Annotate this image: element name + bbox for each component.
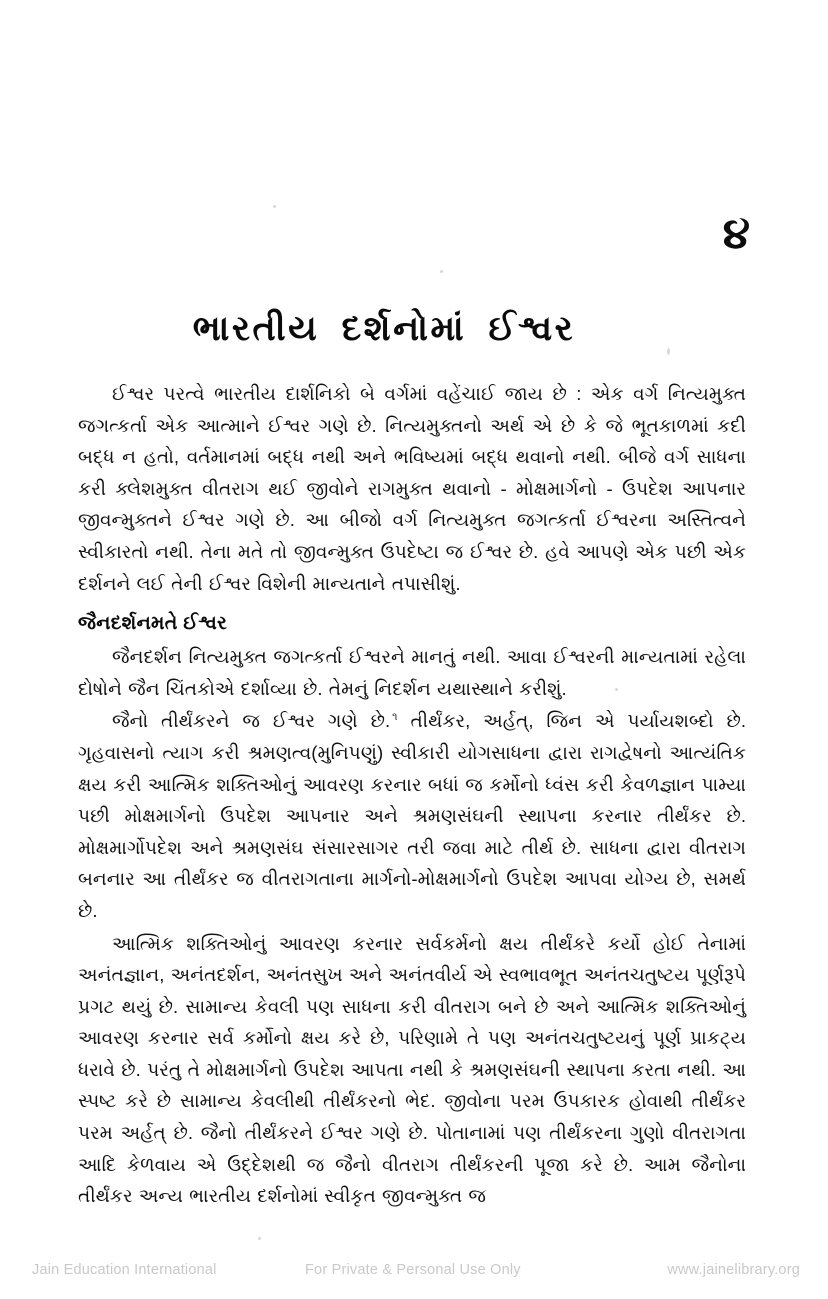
scan-speck xyxy=(273,205,276,208)
paragraph-tirthankar-part1: જૈનો તીર્થંકરને જ ઈશ્વર ગણે છે. xyxy=(112,710,391,732)
paragraph-tirthankar xyxy=(78,705,746,926)
page-footer xyxy=(0,1258,828,1282)
footnote-marker: ૧ xyxy=(392,711,398,724)
scan-speck xyxy=(258,1237,261,1240)
page-title: ભારતીય દર્શનોમાં ઈશ્વર xyxy=(192,309,576,349)
body-text-block xyxy=(78,378,746,1213)
paragraph-jain-darshan-1: જૈનદર્શન નિત્યમુક્ત જગત્કર્તા ઈશ્વરને માનતું નથી. આવા ઈશ્વરની માન્યતામાં રહેલા દોષોને જૈન ચિંતકોએ દર્શાવ્યા છે. તેમનું નિદર્શન યથાસ્થાને કરીશું. xyxy=(78,646,746,699)
chapter-number: ૪ xyxy=(722,209,750,258)
footer-organization: Jain Education International xyxy=(32,1262,217,1278)
paragraph-intro: ઈશ્વર પરત્વે ભારતીય દાર્શનિકો બે વર્ગમાં વહેંચાઈ જાય છે : એક વર્ગ નિત્યમુક્ત જગત્કર્તા એક આત્માને ઈશ્વર ગણે છે. નિત્યમુક્તનો અર્થ એ છે કે જે ભૂતકાળમાં કદી બદ્ધ ન હતો, વર્તમાનમાં બદ્ધ નથી અને ભવિષ્યમાં બદ્ધ થવાનો નથી. બીજે વર્ગ સાધના કરી ક્લેશમુક્ત વીતરાગ થઈ જીવોને રાગમુક્ત થવાનો - મોક્ષમાર્ગનો - ઉપદેશ આપનાર જીવન્મુક્તને ઈશ્વર ગણે છે. આ બીજો વર્ગ નિત્યમુક્ત જગત્કર્તા ઈશ્વરના અસ્તિત્વને સ્વીકારતો નથી. તેના મતે તો જીવન્મુક્ત ઉપદેષ્ટા જ ઈશ્વર છે. હવે આપણે એક પછી એક દર્શનને લઈ તેની ઈશ્વર વિશેની માન્યતાને તપાસીશું. xyxy=(78,383,746,594)
footer-usage-notice: For Private & Personal Use Only xyxy=(305,1262,521,1278)
section-heading-jain-darshan: જૈનદર્શનમતે ઈશ્વર xyxy=(78,613,228,635)
footer-website: www.jainelibrary.org xyxy=(667,1262,800,1278)
paragraph-anant-chatushtay: આત્મિક શક્તિઓનું આવરણ કરનાર સર્વકર્મનો ક્ષય તીર્થંકરે કર્યો હોઈ તેનામાં અનંતજ્ઞાન, અનંતદર્શન, અનંતસુખ અને અનંતવીર્ય એ સ્વભાવભૂત અનંતચતુષ્ટય પૂર્ણરૂપે પ્રગટ થયું છે. સામાન્ય કેવલી પણ સાધના કરી વીતરાગ બને છે અને આત્મિક શક્તિઓનું આવરણ કરનાર સર્વ કર્મોનો ક્ષય કરે છે, પરિણામે તે પણ અનંતચતુષ્ટયનું પૂર્ણ પ્રાકટ્ય ધરાવે છે. પરંતુ તે મોક્ષમાર્ગનો ઉપદેશ આપતા નથી કે શ્રમણસંઘની સ્થાપના કરતા નથી. આ સ્પષ્ટ કરે છે સામાન્ય કેવલીથી તીર્થંકરનો ભેદ. જીવોના પરમ ઉપકારક હોવાથી તીર્થંકર પરમ અર્હત્ છે. જૈનો તીર્થંકરને ઈશ્વર ગણે છે. પોતાનામાં પણ તીર્થંકરના ગુણો વીતરાગતા આદિ કેળવાય એ ઉદ્દેશથી જ જૈનો વીતરાગ તીર્થંકરની પૂજા કરે છે. આમ જૈનોના તીર્થંકર અન્ય ભારતીય દર્શનોમાં સ્વીકૃત જીવન્મુક્ત જ xyxy=(78,932,746,1207)
paragraph-tirthankar-part2: તીર્થંકર, અર્હત્, જિન એ પર્યાયશબ્દો છે. ગૃહવાસનો ત્યાગ કરી શ્રમણત્વ(મુનિપણું) સ્વીકારી યોગસાધના દ્વારા રાગદ્વેષનો આત્યંતિક ક્ષય કરી આત્મિક શક્તિઓનું આવરણ કરનાર બધાં જ કર્મોનો ધ્વંસ કરી કેવળજ્ઞાન પામ્યા પછી મોક્ષમાર્ગનો ઉપદેશ આપનાર અને શ્રમણસંઘની સ્થાપના કરનાર તીર્થંકર છે. મોક્ષમાર્ગોપદેશ અને શ્રમણસંઘ સંસારસાગર તરી જવા માટે તીર્થ છે. સાધના દ્વારા વીતરાગ બનનાર આ તીર્થંકર જ વીતરાગતાના માર્ગનો-મોક્ષમાર્ગનો ઉપદેશ આપવા યોગ્ય છે, સમર્થ છે. xyxy=(78,710,746,921)
scan-speck xyxy=(440,270,443,273)
